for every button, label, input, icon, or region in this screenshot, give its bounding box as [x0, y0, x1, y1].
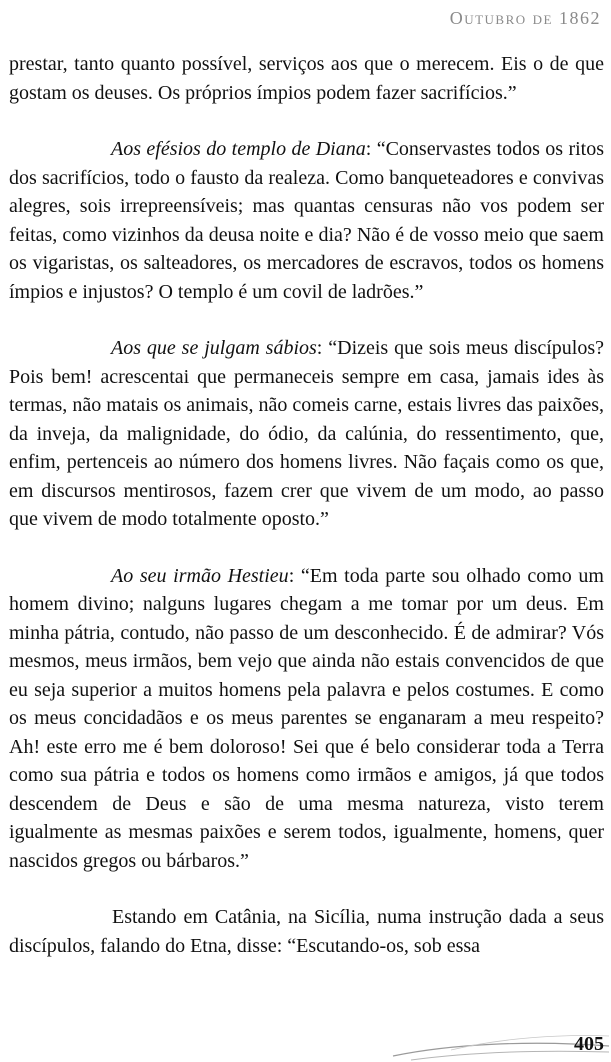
- body-text: [9, 50, 604, 960]
- paragraph-text: : “Dizeis que sois meus discípulos? Pois bem! acrescentai que permaneceis sempre em casa, jamais ides às termas, não matais os animais, não comeis carne, estais livres das paixões, da inveja, da malignidade, do ódio, da calúnia, do ressentimento, que, enfim, pertenceis ao número dos homens livres. Não façais como os que, em discursos mentirosos, fazem crer que vivem de um modo, ao passo que vivem de modo totalmente oposto.”: [9, 337, 605, 530]
- paragraph-continuation: [9, 50, 604, 107]
- paragraph-letter-ephesians: [9, 135, 604, 306]
- letter-addressee: Ao seu irmão Hestieu: [111, 564, 289, 587]
- letter-addressee: Aos que se julgam sábios: [111, 337, 317, 359]
- running-head: Outubro de 1862: [449, 8, 601, 28]
- letter-addressee: Aos efésios do templo de Diana: [111, 138, 366, 160]
- paragraph-letter-hestieu: [9, 562, 604, 876]
- paragraph-catania: [9, 903, 604, 960]
- paragraph-text: : “Conservastes todos os ritos dos sacrifícios, todo o fausto da realeza. Como banqueteadores e convivas alegres, sois irrepreensíveis; mas quantas censuras não vos podem ser feitas, como vizinhos da deusa noite e dia? Não é de vosso meio que saem os vigaristas, os salteadores, os mercadores de escravos, todos os homens ímpios e injustos? O templo é um covil de ladrões.”: [9, 138, 604, 303]
- paragraph-text: prestar, tanto quanto possível, serviços aos que o merecem. Eis o de que gostam os deuses. Os próprios ímpios podem fazer sacrifícios.”: [9, 53, 604, 104]
- paragraph-letter-wise: [9, 334, 604, 534]
- page-number: 405: [574, 1033, 604, 1055]
- paragraph-text: : “Em toda parte sou olhado como um homem divino; nalguns lugares chegam a me tomar por um deus. Em minha pátria, contudo, não passo de um desconhecido. É de admirar? Vós mesmos, meus irmãos, bem vejo que ainda não estais convencidos de que eu seja superior a muitos homens pela palavra e pelos costumes. E como os meus concidadãos e os meus parentes se enganaram a meu respeito? Ah! este erro me é bem doloroso! Sei que é belo considerar toda a Terra como sua pátria e todos os homens como irmãos e amigos, já que todos descendem de Deus e são de uma mesma natureza, visto terem igualmente as mesmas paixões e serem todos, igualmente, homens, quer nascidos gregos ou bárbaros.”: [9, 564, 604, 872]
- paragraph-text: Estando em Catânia, na Sicília, numa instrução dada a seus discípulos, falando do Etna, disse: “Escutando-os, sob essa: [9, 906, 604, 957]
